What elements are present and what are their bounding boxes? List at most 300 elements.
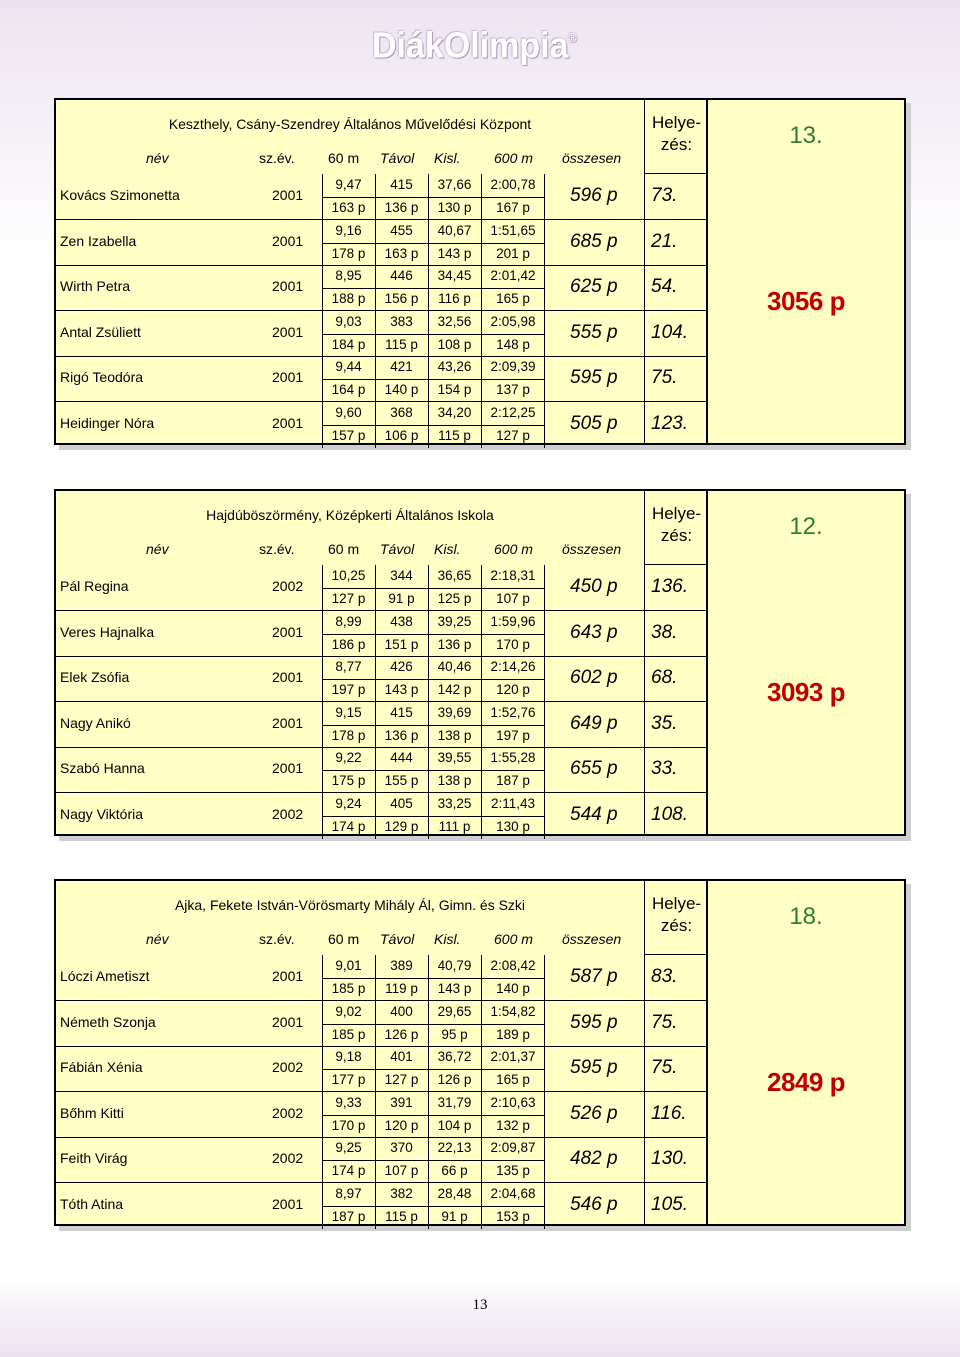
result-value: 29,65 <box>437 1003 472 1019</box>
athlete-name: Szabó Hanna <box>60 760 145 776</box>
athlete-placement: 35. <box>651 712 678 734</box>
result-value: 444 <box>390 750 413 765</box>
result-points: 188 p <box>331 291 366 306</box>
result-value: 36,65 <box>437 568 472 583</box>
col-header-name: név <box>146 541 169 557</box>
school-title: Ajka, Fekete István-Vörösmarty Mihály Ál, Gimn. és Szki <box>174 897 526 913</box>
result-value: 8,99 <box>335 613 362 629</box>
result-cells <box>322 955 534 1001</box>
result-points: 197 p <box>331 682 366 697</box>
col-header-year: sz.év. <box>259 150 295 166</box>
result-value: 9,47 <box>335 177 362 192</box>
athlete-row <box>56 702 706 748</box>
athlete-placement: 75. <box>651 1011 678 1033</box>
athlete-birth-year: 2001 <box>272 369 304 385</box>
result-value: 9,03 <box>335 313 362 329</box>
result-value: 1:54,82 <box>490 1003 536 1019</box>
registered-mark: ® <box>568 32 577 45</box>
athlete-placement: 38. <box>651 621 678 643</box>
athlete-placement: 136. <box>651 576 688 597</box>
team-column-divider <box>706 491 708 834</box>
athlete-birth-year: 2002 <box>272 1104 304 1121</box>
result-cells <box>322 702 534 748</box>
athlete-placement: 75. <box>651 1057 678 1078</box>
result-value: 1:51,65 <box>490 222 536 238</box>
result-value: 370 <box>390 1140 413 1155</box>
result-value: 446 <box>390 268 413 283</box>
result-value: 382 <box>390 1185 413 1201</box>
athlete-total-points: 596 p <box>570 185 618 206</box>
athlete-placement: 68. <box>651 667 678 688</box>
result-value: 421 <box>390 359 413 374</box>
athlete-row <box>56 565 706 611</box>
result-value: 9,22 <box>335 750 362 765</box>
result-points: 142 p <box>437 682 472 697</box>
athlete-name: Elek Zsófia <box>60 669 130 685</box>
result-value: 40,79 <box>437 958 472 973</box>
team-rank: 13. <box>789 122 823 149</box>
athlete-placement: 123. <box>651 412 688 434</box>
result-points: 140 p <box>496 981 530 996</box>
athlete-name: Nagy Viktória <box>60 805 144 822</box>
result-value: 2:12,25 <box>490 404 536 420</box>
result-points: 66 p <box>441 1163 468 1178</box>
result-points: 174 p <box>331 1163 366 1178</box>
col-header-placement <box>644 100 708 174</box>
athlete-name: Németh Szonja <box>60 1013 156 1030</box>
placement-label-1: Helye- <box>651 113 702 132</box>
athlete-birth-year: 2001 <box>272 623 304 640</box>
athlete-name: Heidinger Nóra <box>60 414 155 431</box>
athlete-placement: 54. <box>651 276 678 297</box>
athlete-name: Lóczi Ametiszt <box>60 968 150 984</box>
result-points: 136 p <box>384 200 419 215</box>
col-header-long-jump: Távol <box>380 541 415 557</box>
result-value: 32,56 <box>437 313 472 329</box>
result-cells <box>322 611 534 657</box>
col-header-name: név <box>146 931 169 947</box>
result-cells <box>322 402 534 448</box>
result-points: 165 p <box>496 291 530 306</box>
athlete-row <box>56 793 706 839</box>
athlete-name: Wirth Petra <box>60 278 131 294</box>
result-points: 138 p <box>437 727 472 743</box>
result-points: 197 p <box>496 727 530 743</box>
result-value: 389 <box>390 958 413 973</box>
result-value: 9,16 <box>335 222 362 238</box>
result-cells <box>322 1137 534 1183</box>
result-points: 153 p <box>496 1208 530 1224</box>
result-points: 157 p <box>331 427 366 443</box>
col-header-600m: 600 m <box>494 541 533 557</box>
result-points: 165 p <box>496 1072 530 1087</box>
result-points: 156 p <box>384 291 419 306</box>
col-header-name: név <box>146 150 169 166</box>
col-header-year: sz.év. <box>259 541 295 557</box>
athlete-birth-year: 2001 <box>272 968 304 984</box>
result-cells <box>322 656 534 702</box>
result-value: 40,46 <box>437 659 472 674</box>
footer-band <box>0 1283 960 1357</box>
athlete-name: Rigó Teodóra <box>60 369 144 385</box>
result-points: 185 p <box>331 981 366 996</box>
result-value: 401 <box>390 1049 413 1064</box>
result-value: 2:18,31 <box>490 568 536 583</box>
result-points: 163 p <box>384 245 419 261</box>
athlete-placement: 21. <box>651 230 678 252</box>
result-points: 167 p <box>496 200 530 215</box>
athlete-total-points: 595 p <box>570 1011 618 1033</box>
result-value: 9,44 <box>335 359 362 374</box>
col-header-total: összesen <box>562 541 622 557</box>
athlete-name: Fábián Xénia <box>60 1059 143 1075</box>
athlete-birth-year: 2001 <box>272 414 304 431</box>
result-value: 9,02 <box>335 1003 362 1019</box>
result-value: 438 <box>390 613 413 629</box>
col-header-placement <box>644 491 708 565</box>
athlete-name: Antal Zsüliett <box>60 323 141 340</box>
result-value: 37,66 <box>437 177 472 192</box>
result-value: 2:14,26 <box>490 659 536 674</box>
result-value: 1:59,96 <box>490 613 536 629</box>
athlete-row <box>56 356 706 402</box>
result-points: 143 p <box>437 981 472 996</box>
result-points: 189 p <box>496 1026 530 1042</box>
athlete-birth-year: 2001 <box>272 187 304 203</box>
school-title: Keszthely, Csány-Szendrey Általános Művelődési Központ <box>168 116 532 132</box>
col-header-total: összesen <box>562 931 622 947</box>
result-points: 143 p <box>437 245 472 261</box>
result-value: 8,97 <box>335 1185 362 1201</box>
result-points: 104 p <box>437 1117 472 1133</box>
result-points: 151 p <box>384 636 419 652</box>
result-points: 107 p <box>384 1163 419 1178</box>
result-points: 120 p <box>496 682 530 697</box>
result-value: 383 <box>390 313 413 329</box>
result-points: 148 p <box>496 336 530 352</box>
result-value: 9,33 <box>335 1094 362 1110</box>
result-value: 39,69 <box>437 704 472 720</box>
result-cells <box>322 1092 534 1138</box>
result-points: 184 p <box>331 336 366 352</box>
result-points: 132 p <box>496 1117 530 1133</box>
result-cells <box>322 265 534 311</box>
placement-label-2: zés: <box>660 135 693 154</box>
team-rank: 18. <box>789 903 823 930</box>
result-value: 2:00,78 <box>490 177 536 192</box>
col-header-600m: 600 m <box>494 931 533 947</box>
result-points: 130 p <box>437 200 472 215</box>
athlete-placement: 104. <box>651 321 688 343</box>
result-points: 91 p <box>388 591 415 606</box>
result-points: 116 p <box>438 291 471 306</box>
athlete-name: Feith Virág <box>60 1150 128 1166</box>
athlete-name: Bőhm Kitti <box>60 1104 124 1121</box>
athlete-total-points: 685 p <box>570 230 618 252</box>
col-header-placement <box>644 881 708 955</box>
athlete-birth-year: 2002 <box>272 578 304 594</box>
result-points: 140 p <box>384 382 419 397</box>
result-points: 119 p <box>385 981 418 996</box>
diakolimpia-logo <box>372 26 577 70</box>
col-header-60m: 60 m <box>328 541 360 557</box>
result-points: 115 p <box>385 1208 418 1224</box>
athlete-name: Tóth Atina <box>60 1195 124 1212</box>
athlete-row <box>56 1046 706 1092</box>
athlete-total-points: 555 p <box>570 321 618 343</box>
athlete-total-points: 482 p <box>570 1148 618 1169</box>
result-value: 2:05,98 <box>490 313 536 329</box>
athlete-row <box>56 220 706 266</box>
result-points: 129 p <box>384 818 419 834</box>
team-column-divider <box>706 881 708 1224</box>
athlete-row <box>56 611 706 657</box>
athlete-row <box>56 656 706 702</box>
athlete-row <box>56 1092 706 1138</box>
result-points: 155 p <box>384 773 419 788</box>
result-cells <box>322 174 534 220</box>
athlete-total-points: 505 p <box>570 412 618 434</box>
result-points: 164 p <box>331 382 366 397</box>
col-header-ball-throw: Kisl. <box>434 541 461 557</box>
result-value: 1:52,76 <box>490 704 536 720</box>
result-points: 185 p <box>331 1026 366 1042</box>
athlete-row <box>56 1001 706 1047</box>
school-result-block <box>54 489 906 836</box>
team-column-divider <box>706 100 708 443</box>
result-points: 125 p <box>437 591 472 606</box>
team-total: 3056 p <box>767 286 845 316</box>
placement-label-2: zés: <box>660 916 693 935</box>
athlete-placement: 108. <box>651 803 688 825</box>
col-header-60m: 60 m <box>328 931 360 947</box>
result-points: 178 p <box>331 245 366 261</box>
result-value: 22,13 <box>437 1140 472 1155</box>
result-points: 163 p <box>331 200 366 215</box>
result-value: 36,72 <box>437 1049 472 1064</box>
athlete-placement: 33. <box>651 758 678 779</box>
result-points: 95 p <box>441 1026 468 1042</box>
athlete-placement: 130. <box>651 1148 688 1169</box>
result-points: 127 p <box>496 427 530 443</box>
result-points: 111 p <box>438 818 471 834</box>
result-value: 2:01,37 <box>490 1049 536 1064</box>
result-value: 2:09,87 <box>490 1140 536 1155</box>
result-value: 8,95 <box>335 268 362 283</box>
result-points: 135 p <box>496 1163 530 1178</box>
result-points: 138 p <box>437 773 472 788</box>
result-value: 39,25 <box>437 613 472 629</box>
result-points: 170 p <box>496 636 530 652</box>
athlete-row <box>56 747 706 793</box>
col-header-long-jump: Távol <box>380 931 415 947</box>
col-header-year: sz.év. <box>259 931 295 947</box>
result-points: 187 p <box>331 1208 366 1224</box>
athlete-birth-year: 2002 <box>272 805 304 822</box>
logo-text: DiákOlimpia <box>372 25 569 66</box>
athlete-row <box>56 265 706 311</box>
col-header-ball-throw: Kisl. <box>434 931 461 947</box>
athlete-total-points: 544 p <box>570 803 618 825</box>
athlete-name: Kovács Szimonetta <box>60 187 180 203</box>
school-result-block <box>54 98 906 445</box>
result-value: 34,45 <box>437 268 472 283</box>
col-header-600m: 600 m <box>494 150 533 166</box>
result-points: 106 p <box>384 427 419 443</box>
result-value: 368 <box>390 404 413 420</box>
result-points: 177 p <box>331 1072 366 1087</box>
result-cells <box>322 1046 534 1092</box>
athlete-birth-year: 2001 <box>272 323 304 340</box>
athlete-birth-year: 2001 <box>272 1195 304 1212</box>
athlete-total-points: 602 p <box>570 667 618 688</box>
athlete-row <box>56 311 706 357</box>
school-title: Hajdúböszörmény, Középkerti Általános Iskola <box>206 507 494 523</box>
team-total: 3093 p <box>767 677 845 707</box>
placement-label-1: Helye- <box>651 504 702 523</box>
result-value: 43,26 <box>437 359 472 374</box>
athlete-total-points: 546 p <box>570 1193 618 1215</box>
result-value: 31,79 <box>437 1094 472 1110</box>
result-value: 415 <box>390 177 413 192</box>
result-points: 137 p <box>496 382 530 397</box>
result-value: 9,25 <box>335 1140 362 1155</box>
result-value: 415 <box>390 704 413 720</box>
athlete-row <box>56 955 706 1001</box>
athlete-birth-year: 2001 <box>272 714 304 731</box>
result-points: 136 p <box>384 727 419 743</box>
result-cells <box>322 220 534 266</box>
athlete-name: Nagy Anikó <box>60 714 131 731</box>
result-points: 143 p <box>384 682 419 697</box>
result-value: 391 <box>390 1094 413 1110</box>
result-value: 1:55,28 <box>490 750 536 765</box>
result-cells <box>322 1001 534 1047</box>
athlete-birth-year: 2001 <box>272 232 304 249</box>
result-value: 2:04,68 <box>490 1185 536 1201</box>
athlete-total-points: 526 p <box>570 1102 618 1124</box>
col-header-60m: 60 m <box>328 150 360 166</box>
athlete-name: Pál Regina <box>60 578 129 594</box>
athlete-row <box>56 402 706 448</box>
result-value: 400 <box>390 1003 413 1019</box>
result-value: 405 <box>390 795 413 811</box>
athlete-total-points: 643 p <box>570 621 618 643</box>
result-points: 115 p <box>385 336 418 352</box>
athlete-name: Veres Hajnalka <box>60 623 155 640</box>
result-points: 126 p <box>384 1026 419 1042</box>
team-total: 2849 p <box>767 1067 845 1097</box>
athlete-total-points: 655 p <box>570 758 618 779</box>
result-value: 455 <box>390 222 413 238</box>
result-value: 9,60 <box>335 404 362 420</box>
result-value: 9,01 <box>335 958 362 973</box>
result-value: 8,77 <box>335 659 362 674</box>
result-cells <box>322 565 534 611</box>
result-points: 136 p <box>437 636 472 652</box>
result-value: 426 <box>390 659 413 674</box>
result-points: 91 p <box>441 1208 468 1224</box>
result-value: 2:08,42 <box>490 958 536 973</box>
page-number: 13 <box>472 1297 488 1313</box>
result-points: 170 p <box>331 1117 366 1133</box>
athlete-total-points: 625 p <box>570 276 618 297</box>
result-value: 28,48 <box>437 1185 472 1201</box>
athlete-birth-year: 2002 <box>272 1059 304 1075</box>
result-points: 130 p <box>496 818 530 834</box>
placement-label-1: Helye- <box>651 894 702 913</box>
col-header-total: összesen <box>562 150 622 166</box>
result-points: 127 p <box>331 591 366 606</box>
result-points: 186 p <box>331 636 366 652</box>
result-value: 2:09,39 <box>490 359 536 374</box>
result-points: 201 p <box>496 245 530 261</box>
result-points: 115 p <box>438 427 471 443</box>
athlete-birth-year: 2002 <box>272 1150 304 1166</box>
result-points: 154 p <box>437 382 472 397</box>
result-value: 9,18 <box>335 1049 362 1064</box>
result-cells <box>322 356 534 402</box>
result-value: 39,55 <box>437 750 472 765</box>
result-points: 187 p <box>496 773 530 788</box>
result-value: 344 <box>390 568 413 583</box>
result-points: 175 p <box>331 773 366 788</box>
col-header-long-jump: Távol <box>380 150 415 166</box>
athlete-total-points: 450 p <box>570 576 618 597</box>
result-cells <box>322 747 534 793</box>
result-points: 126 p <box>437 1072 472 1087</box>
athlete-total-points: 595 p <box>570 367 618 388</box>
result-value: 9,15 <box>335 704 362 720</box>
athlete-birth-year: 2001 <box>272 278 304 294</box>
result-points: 174 p <box>331 818 366 834</box>
result-value: 2:10,63 <box>490 1094 536 1110</box>
school-result-block <box>54 879 906 1226</box>
result-cells <box>322 1183 534 1229</box>
col-header-ball-throw: Kisl. <box>434 150 461 166</box>
athlete-row <box>56 1183 706 1229</box>
result-value: 2:11,43 <box>490 795 536 811</box>
athlete-birth-year: 2001 <box>272 669 304 685</box>
athlete-placement: 105. <box>651 1193 688 1215</box>
athlete-birth-year: 2001 <box>272 1013 304 1030</box>
athlete-placement: 73. <box>651 185 678 206</box>
result-value: 34,20 <box>437 404 472 420</box>
result-value: 2:01,42 <box>490 268 536 283</box>
result-points: 127 p <box>384 1072 419 1087</box>
result-value: 10,25 <box>331 568 366 583</box>
result-value: 9,24 <box>335 795 362 811</box>
result-value: 33,25 <box>437 795 472 811</box>
athlete-birth-year: 2001 <box>272 760 304 776</box>
athlete-placement: 83. <box>651 966 678 987</box>
placement-label-2: zés: <box>660 526 693 545</box>
result-points: 120 p <box>384 1117 419 1133</box>
result-points: 107 p <box>496 591 530 606</box>
result-cells <box>322 793 534 839</box>
athlete-total-points: 587 p <box>570 966 618 987</box>
athlete-total-points: 649 p <box>570 712 618 734</box>
result-points: 108 p <box>437 336 472 352</box>
result-value: 40,67 <box>437 222 472 238</box>
athlete-name: Zen Izabella <box>60 232 137 249</box>
athlete-row <box>56 174 706 220</box>
result-points: 178 p <box>331 727 366 743</box>
athlete-placement: 75. <box>651 367 678 388</box>
athlete-total-points: 595 p <box>570 1057 618 1078</box>
athlete-placement: 116. <box>651 1102 687 1124</box>
team-rank: 12. <box>789 513 823 540</box>
